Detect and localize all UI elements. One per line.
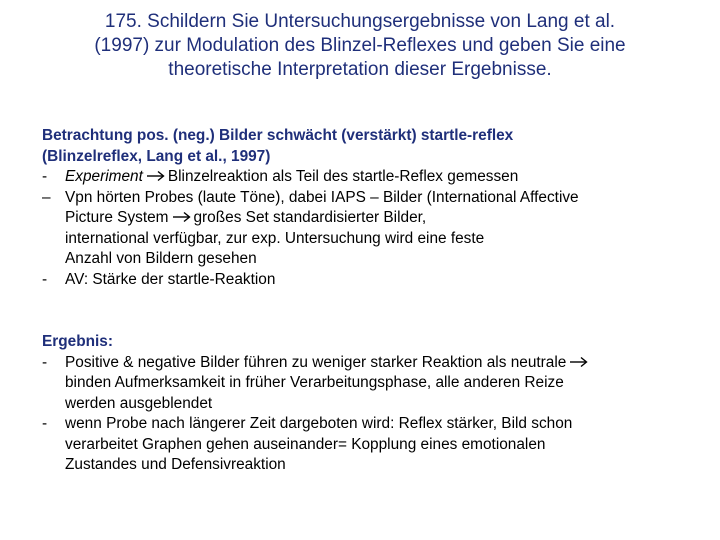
bullet-marker: - — [42, 415, 48, 432]
bullet-marker: - — [42, 353, 48, 371]
item-line: international verfügbar, zur exp. Untersuchung wird eine feste — [65, 229, 485, 247]
bullet-marker: - — [42, 168, 48, 185]
bullet-marker: - — [42, 270, 48, 288]
item-line: großes Set standardisierter Bilder, — [193, 209, 427, 226]
arrow-right-icon — [172, 211, 192, 223]
bullet-item-av — [42, 270, 702, 291]
item-line: verarbeitet Graphen gehen auseinander= Kopplung eines emotionalen — [65, 435, 546, 453]
item-line: Picture System — [65, 209, 169, 226]
experiment-text: Blinzelreaktion als Teil des startle-Reflex gemessen — [167, 168, 519, 185]
slide-title — [40, 10, 680, 82]
title-line: theoretische Interpretation dieser Ergebnisse. — [168, 59, 552, 80]
title-line: (1997) zur Modulation des Blinzel-Reflexes und geben Sie eine — [94, 35, 626, 56]
arrow-right-icon — [146, 170, 166, 182]
item-line: werden ausgeblendet — [65, 394, 213, 412]
slide-body — [42, 126, 702, 476]
item-line: Anzahl von Bildern gesehen — [65, 250, 257, 267]
title-line: 175. Schildern Sie Untersuchungsergebnisse von Lang et al. — [104, 11, 616, 32]
item-line: binden Aufmerksamkeit in früher Verarbeitungsphase, alle anderen Reize — [65, 374, 564, 391]
experiment-label: Experiment — [65, 168, 143, 185]
bullet-item-probes — [42, 188, 702, 270]
item-line: Zustandes und Defensivreaktion — [65, 456, 286, 473]
item-line: Positive & negative Bilder führen zu weniger starker Reaktion als neutrale — [65, 353, 567, 371]
result-heading: Ergebnis: — [42, 333, 113, 350]
bullet-item-result-2 — [42, 414, 702, 476]
section-heading: (Blinzelreflex, Lang et al., 1997) — [42, 147, 271, 165]
bullet-item-result-1 — [42, 353, 702, 415]
bullet-item-experiment — [42, 167, 702, 188]
item-line: wenn Probe nach längerer Zeit dargeboten wird: Reflex stärker, Bild schon — [65, 415, 573, 432]
bullet-marker: – — [42, 188, 51, 206]
item-line: AV: Stärke der startle-Reaktion — [65, 270, 276, 288]
arrow-right-icon — [569, 356, 589, 368]
item-line: Vpn hörten Probes (laute Töne), dabei IAPS – Bilder (International Affective — [65, 188, 579, 206]
section-heading: Betrachtung pos. (neg.) Bilder schwächt (verstärkt) startle-reflex — [42, 127, 514, 144]
